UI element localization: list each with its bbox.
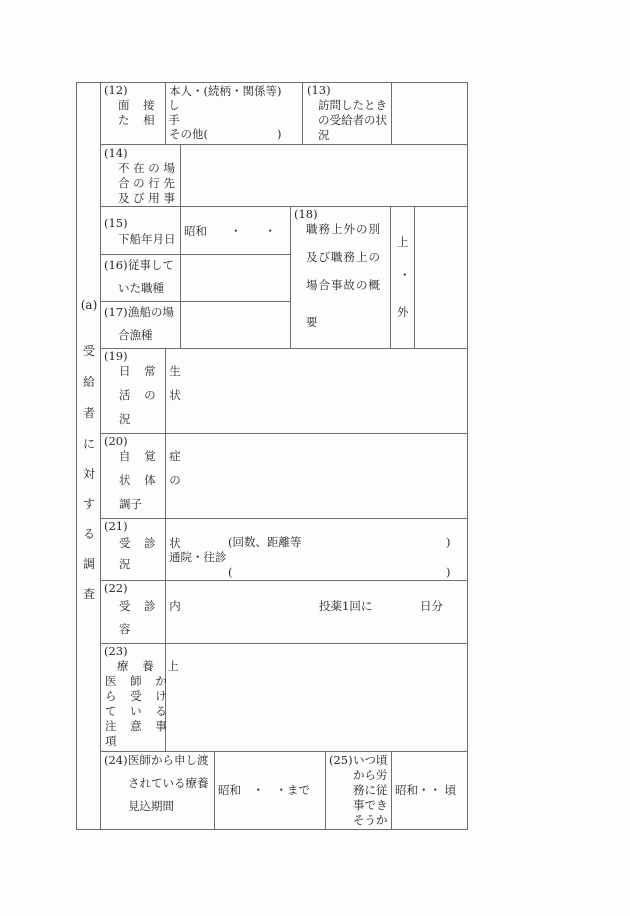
- row19-number: (19): [104, 349, 128, 363]
- duty-outside-option[interactable]: 外: [397, 305, 409, 319]
- row22-number: (22): [104, 581, 128, 595]
- section-title-char: に: [82, 437, 95, 451]
- row14-label: 不 在 の 場: [118, 161, 175, 175]
- row14-number: (14): [104, 146, 128, 160]
- medication-days-unit: 日分: [420, 599, 443, 613]
- section-title-char: 調: [82, 557, 95, 571]
- row18-label: 職務上外の別: [306, 222, 381, 236]
- row23-label: 療 養 上: [117, 659, 184, 673]
- paren-close: ): [446, 565, 451, 579]
- occupation-field[interactable]: [181, 255, 290, 301]
- row23-label: 医 師 か: [105, 674, 172, 688]
- table-border-bottom: [76, 829, 468, 830]
- doctor-instructions-field[interactable]: [166, 644, 467, 751]
- row12-number: (12): [104, 83, 128, 97]
- row16-number: (16): [104, 258, 128, 272]
- row25-label: から労: [353, 768, 388, 782]
- row15-label: 下船年月日: [118, 232, 176, 246]
- row19-label: 日 常 生: [119, 364, 186, 378]
- row-divider: [100, 206, 467, 207]
- row17-label: 漁船の場: [128, 305, 174, 319]
- row12-label: 面 接 し: [118, 98, 185, 112]
- section-label: (a): [80, 298, 98, 312]
- fishing-type-field[interactable]: [181, 302, 290, 348]
- table-border-left: [76, 82, 77, 830]
- accident-summary-field[interactable]: [415, 207, 467, 348]
- row23-label: 項: [105, 734, 117, 748]
- row25-label: いつ頃: [353, 753, 388, 767]
- row22-label: 受 診 内: [119, 599, 186, 613]
- medication-per-visit-label: 投薬1回に: [319, 599, 373, 613]
- row25-number: (25): [329, 753, 353, 767]
- row14-label: 合 の 行 先: [118, 176, 175, 190]
- section-title-char: 給: [82, 375, 95, 389]
- interviewee-other-field[interactable]: その他( ): [169, 127, 282, 141]
- row20-number: (20): [104, 434, 128, 448]
- section-title-char: 者: [82, 406, 95, 420]
- row21-number: (21): [104, 519, 128, 533]
- daily-life-field[interactable]: [166, 349, 467, 433]
- row17-label: 合漁種: [118, 328, 153, 342]
- symptoms-field[interactable]: [166, 434, 467, 518]
- row23-label: 注 意 事: [105, 719, 172, 733]
- section-title-char: 査: [82, 587, 95, 601]
- disembark-date-field[interactable]: 昭和 ・ ・: [184, 224, 276, 238]
- visit-note-field[interactable]: (: [228, 565, 233, 579]
- absence-destination-field[interactable]: [181, 145, 467, 206]
- row25-label: 務に従: [353, 783, 388, 797]
- section-title-char: る: [82, 527, 95, 541]
- row24-label: 医師から申し渡: [128, 753, 209, 767]
- row13-label: 訪問したとき: [318, 98, 387, 112]
- row21-label: 受 診 状: [119, 536, 186, 550]
- row12-label: た 相 手: [118, 113, 185, 127]
- row-divider: [100, 580, 467, 581]
- outpatient-homevisit-option[interactable]: 通院・往診: [169, 550, 227, 564]
- row19-label: 況: [119, 412, 131, 426]
- row18-label: 要: [306, 315, 318, 329]
- section-title-char: 受: [82, 344, 95, 358]
- col-divider: [302, 82, 303, 144]
- row25-label: 事でき: [353, 798, 388, 812]
- row18-label: 場合事故の概: [306, 278, 381, 292]
- row13-label: の受給者の状: [318, 113, 387, 127]
- row23-label: ら 受 け: [105, 689, 172, 703]
- row20-label: 調子: [119, 497, 142, 511]
- interviewee-self-option[interactable]: 本人・(続柄・関係等): [169, 84, 282, 98]
- col-divider: [391, 751, 392, 829]
- medication-days-field[interactable]: [375, 596, 417, 614]
- row16-label: 従事して: [128, 258, 174, 272]
- col-divider: [390, 206, 391, 348]
- duty-inside-option[interactable]: 上: [397, 235, 409, 249]
- row18-number: (18): [294, 207, 318, 221]
- row13-number: (13): [307, 83, 331, 97]
- row21-label: 況: [119, 557, 131, 571]
- row20-label: 自 覚 症: [119, 449, 186, 463]
- row16-label: いた職種: [118, 281, 164, 295]
- row24-label: されている療養: [128, 776, 209, 790]
- treatment-period-field[interactable]: 昭和 ・ ・まで: [218, 783, 310, 797]
- row23-number: (23): [104, 644, 128, 658]
- col-divider: [214, 751, 215, 829]
- row13-label: 況: [318, 128, 330, 142]
- row18-label: 及び職務上の: [306, 250, 381, 264]
- duty-separator: ・: [399, 268, 411, 282]
- col-divider: [325, 751, 326, 829]
- row-divider: [100, 751, 467, 752]
- row19-label: 活 の 状: [119, 388, 186, 402]
- row15-number: (15): [104, 216, 128, 230]
- row24-number: (24): [104, 753, 128, 767]
- visit-count-distance-field[interactable]: (回数、距離等: [228, 535, 302, 549]
- row-divider: [100, 518, 467, 519]
- row17-number: (17): [104, 305, 128, 319]
- table-border-right: [467, 82, 468, 830]
- row20-label: 状 体 の: [119, 473, 186, 487]
- row23-label: て い る: [105, 704, 172, 718]
- paren-close: ): [446, 535, 451, 549]
- return-to-work-date-field[interactable]: 昭和・・ 頃: [395, 783, 457, 797]
- row22-label: 容: [119, 622, 131, 636]
- row14-label: 及 び 用 事: [118, 191, 175, 205]
- section-column-divider: [100, 82, 101, 830]
- visit-status-field[interactable]: [392, 83, 467, 144]
- section-title-char: 対: [82, 467, 95, 481]
- row24-label: 見込期間: [128, 799, 174, 813]
- row25-label: そうか: [353, 813, 388, 827]
- section-title-char: す: [82, 497, 95, 511]
- col-divider: [290, 206, 291, 348]
